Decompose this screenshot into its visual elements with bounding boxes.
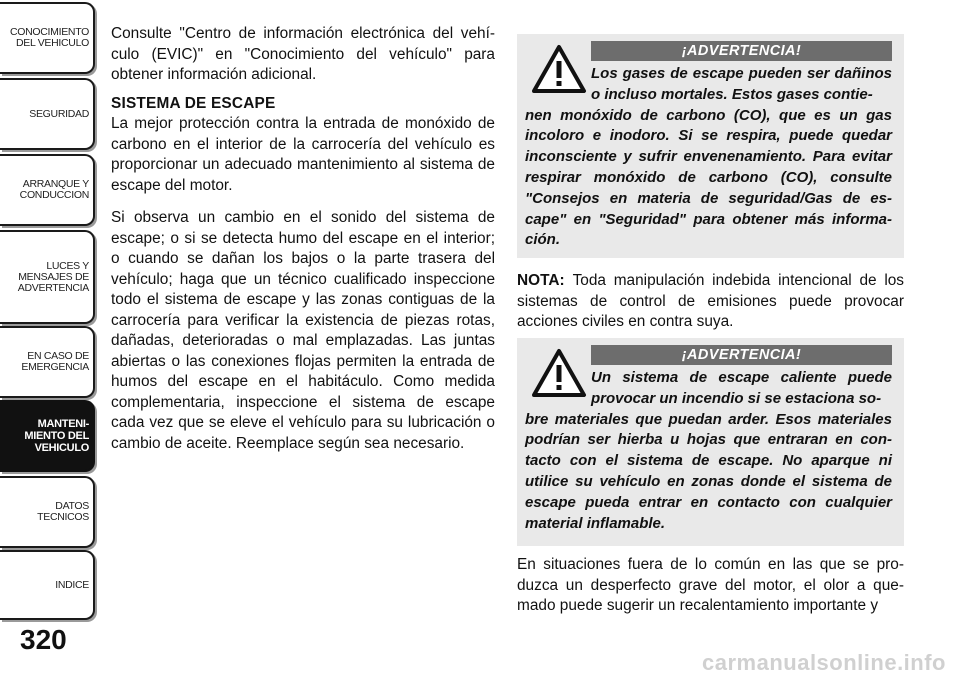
page-number: 320 [20,624,67,655]
warning-title: ¡ADVERTENCIA! [591,41,892,61]
tab-arranque[interactable] [0,154,95,226]
warning-body: bre materiales que puedan arder. Esos materiales podrían ser hierba u hojas que entraran en con-tacto con el sistema de escape. No aparque ni utilice su vehículo en zonas donde el sistema de escape pueda entrar en contacto con cualquier material inflamable. [525,410,892,532]
note-label: NOTA: [517,272,565,289]
warning-lead: Los gases de escape pueden ser dañinos o incluso mortales. Estos gases contie- [591,65,892,103]
chapter-tabs [0,0,100,620]
warning-text [525,368,892,534]
exhaust-paragraph-1: La mejor protección contra la entrada de monóxido de carbono en el interior de la carrocería del vehículo es proporcionar un adecuado mantenimiento al sistema de escape del motor. [111,115,495,194]
tab-label: EN CASO DE EMERGENCIA [21,350,89,373]
warning-box-hot-exhaust [517,338,904,546]
note-text: Toda manipulación indebida intencional de los sistemas de control de emisiones puede provocar acciones civiles en contra suya. [517,272,904,330]
tab-luces[interactable] [0,230,95,324]
tab-label: INDICE [55,578,89,591]
left-column [111,24,495,466]
warning-box-exhaust-gas [517,34,904,258]
warning-body: nen monóxido de carbono (CO), que es un gas incoloro e inodoro. Si se respira, puede quedar inconsciente y sufrir envenenamiento. Para evitar respirar monóxido de carbono (CO), consulte "Consejos en materia de seguridad/Gas de es-cape" en "Seguridad" para obtener más informa-ción. [525,106,892,249]
note-paragraph [517,271,904,333]
tab-conocimiento[interactable] [0,2,95,74]
intro-paragraph: Consulte "Centro de información electrónica del vehí-culo (EVIC)" en "Conocimiento del vehículo" para obtener información adicional. [111,25,495,83]
watermark: carmanualsonline.info [702,650,946,675]
tab-label: SEGURIDAD [29,107,89,120]
tab-label: DATOS TECNICOS [37,500,89,523]
warning-title: ¡ADVERTENCIA! [591,345,892,365]
exhaust-paragraph-2: Si observa un cambio en el sonido del sistema de escape; o si se detecta humo del escape en el interior; o cuando se dañan los bajos o la parte trasera del vehículo; haga que un técnico cualificado inspeccione todo el sistema de escape y las zonas contiguas de la carrocería para verificar la existencia de piezas rotas, dañadas, deterioradas o mal emplazadas. Las juntas abiertas o las conexiones flojas permiten la entrada de humos del escape en el habitáculo. Como medida complementaria, inspeccione el sistema de escape cada vez que se eleve el vehículo para su lubricación o cambio de aceite. Reemplace según sea necesario. [111,209,495,452]
tab-mantenimiento[interactable] [0,400,95,472]
tab-label: CONOCIMIENTO DEL VEHICULO [9,26,89,49]
tab-datos[interactable] [0,476,95,548]
tab-label: MANTENI- MIENTO DEL VEHICULO [24,418,89,454]
tab-indice[interactable] [0,550,95,620]
tab-emergencia[interactable] [0,326,95,398]
section-title: SISTEMA DE ESCAPE [111,94,276,112]
tab-label: LUCES Y MENSAJES DE ADVERTENCIA [17,259,89,294]
warning-lead: Un sistema de escape caliente puede provocar un incendio si se estaciona so- [591,369,892,407]
warning-text [525,64,892,251]
tab-seguridad[interactable] [0,78,95,150]
tab-label: ARRANQUE Y CONDUCCION [19,178,89,201]
tail-paragraph: En situaciones fuera de lo común en las que se pro-duzca un desperfecto grave del motor, el olor a que-mado puede sugerir un recalentamiento importante y [517,556,904,614]
